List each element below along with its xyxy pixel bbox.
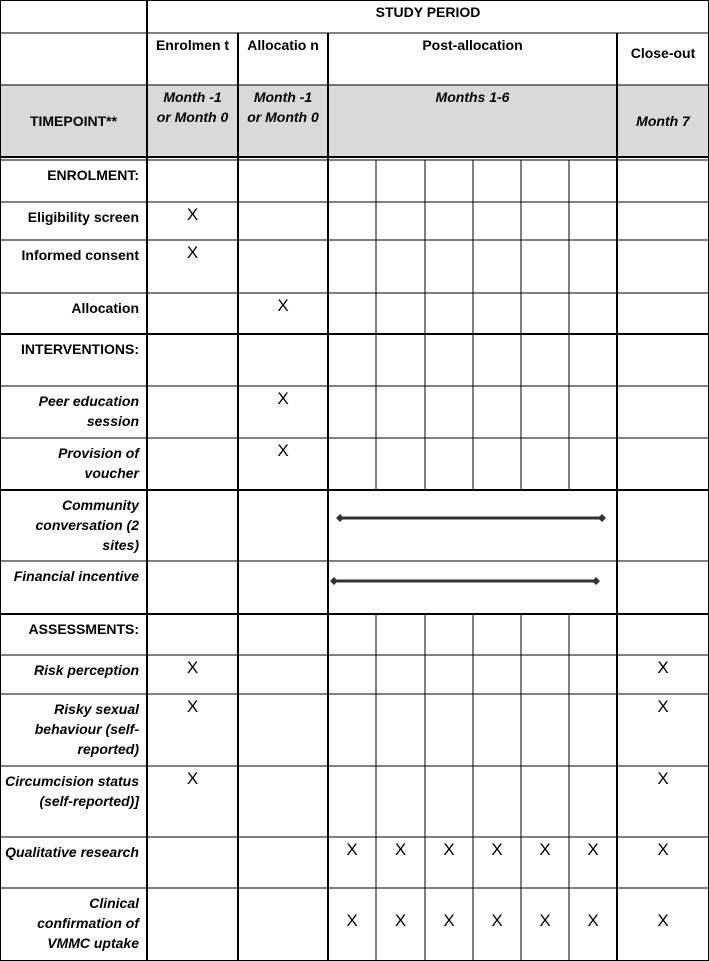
row-label: Circumcision status (self-reported)]	[5, 773, 139, 809]
row-label: Informed consent	[21, 247, 139, 263]
row-label: Qualitative research	[5, 844, 139, 860]
mark-x: X	[394, 840, 407, 859]
row-label: Eligibility screen	[27, 209, 139, 225]
mark-x: X	[346, 911, 358, 930]
study-period-header: STUDY PERIOD	[375, 4, 481, 20]
mark-x: X	[587, 911, 599, 930]
phase-header: Close-out	[630, 45, 696, 61]
mark-x: X	[657, 697, 669, 716]
row-label: Risky sexual behaviour (self-reported)	[34, 701, 139, 757]
row-label: Financial incentive	[13, 568, 139, 584]
mark-x: X	[491, 911, 503, 930]
timepoint-value: Months 1-6	[435, 89, 510, 105]
mark-x: X	[394, 911, 407, 930]
phase-header: Post-allocation	[422, 37, 523, 53]
mark-x: X	[186, 658, 199, 677]
mark-x: X	[346, 840, 358, 859]
timepoint-value: Month -1 or Month 0	[156, 89, 229, 125]
row-label: Risk perception	[33, 662, 139, 678]
mark-x: X	[587, 840, 599, 859]
mark-x: X	[657, 911, 669, 930]
phase-header: Allocatio n	[247, 37, 319, 53]
phase-header: Enrolmen t	[155, 37, 230, 53]
mark-x: X	[539, 911, 551, 930]
mark-x: X	[443, 840, 455, 859]
row-label: ENROLMENT:	[47, 167, 139, 183]
row-label: Clinical confirmation of VMMC uptake	[37, 895, 139, 951]
mark-x: X	[443, 911, 455, 930]
row-label: ASSESSMENTS:	[28, 621, 139, 637]
row-label: Allocation	[71, 300, 139, 316]
mark-x: X	[657, 840, 669, 859]
mark-x: X	[186, 769, 199, 788]
mark-x: X	[539, 840, 551, 859]
mark-x: X	[186, 205, 199, 224]
row-label: Provision of voucher	[58, 445, 139, 481]
mark-x: X	[277, 441, 289, 460]
row-label: Peer education session	[38, 393, 139, 429]
mark-x: X	[277, 296, 289, 315]
timepoint-value: Month 7	[636, 113, 690, 129]
mark-x: X	[657, 658, 669, 677]
mark-x: X	[277, 389, 289, 408]
mark-x: X	[186, 697, 199, 716]
timepoint-value: Month -1 or Month 0	[247, 89, 319, 125]
mark-x: X	[186, 243, 199, 262]
row-label: Community conversation (2 sites)	[35, 497, 139, 553]
span-background	[330, 491, 616, 613]
row-label: INTERVENTIONS:	[21, 341, 139, 357]
timepoint-label: TIMEPOINT**	[29, 113, 118, 129]
mark-x: X	[657, 769, 669, 788]
mark-x: X	[491, 840, 503, 859]
